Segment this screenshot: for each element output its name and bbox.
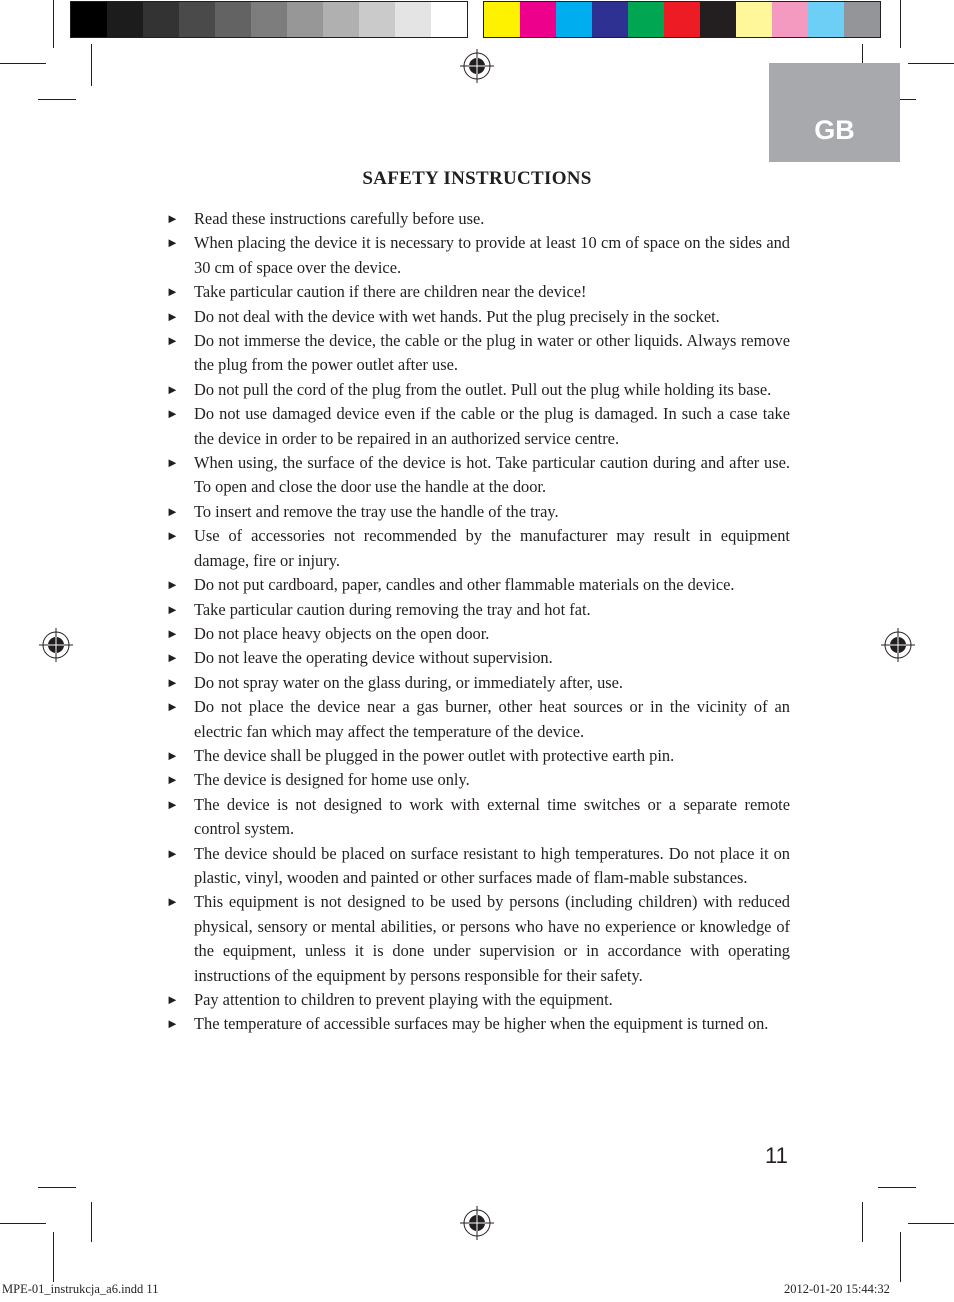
crop-mark bbox=[878, 1187, 916, 1188]
bullet-arrow-icon: ► bbox=[166, 992, 179, 1007]
bullet-arrow-icon: ► bbox=[166, 699, 179, 715]
bullet-arrow-icon: ► bbox=[166, 601, 179, 617]
list-item bbox=[162, 451, 790, 500]
bullet-arrow-icon: ► bbox=[166, 406, 179, 422]
bullet-arrow-icon: ► bbox=[166, 455, 179, 471]
color-swatch bbox=[700, 2, 736, 37]
bullet-arrow-icon: ► bbox=[166, 503, 179, 519]
list-item-text: Do not place heavy objects on the open door. bbox=[194, 623, 490, 643]
list-item-text: The temperature of accessible surfaces may be higher when the equipment is turned on. bbox=[194, 1014, 769, 1034]
color-swatch bbox=[359, 2, 395, 37]
list-item bbox=[162, 598, 790, 622]
list-item bbox=[162, 744, 790, 768]
bullet-arrow-icon: ► bbox=[166, 747, 179, 763]
list-item-text: The device is designed for home use only. bbox=[194, 770, 470, 790]
safety-instructions-list bbox=[162, 207, 790, 1037]
list-item bbox=[162, 842, 790, 891]
color-swatch bbox=[736, 2, 772, 37]
list-item-text: Do not immerse the device, the cable or the plug in water or other liquids. Always remove the plug from the power outlet after use. bbox=[194, 331, 790, 375]
list-item-text: Take particular caution during removing the tray and hot fat. bbox=[194, 599, 591, 619]
color-swatch bbox=[556, 2, 592, 37]
list-item bbox=[162, 402, 790, 451]
crop-mark bbox=[0, 63, 46, 64]
list-item bbox=[162, 280, 790, 304]
color-swatch bbox=[628, 2, 664, 37]
list-item-text: The device is not designed to work with external time switches or a separate remote control system. bbox=[194, 794, 790, 839]
color-swatch bbox=[323, 2, 359, 37]
bullet-arrow-icon: ► bbox=[166, 381, 179, 397]
list-item bbox=[162, 500, 790, 524]
bullet-arrow-icon: ► bbox=[166, 1016, 179, 1032]
list-item-text: Use of accessories not recommended by the manufacturer may result in equipment damage, fire or injury. bbox=[194, 526, 790, 570]
crop-mark bbox=[38, 1187, 76, 1188]
crop-mark bbox=[38, 99, 76, 100]
slug-timestamp: 2012-01-20 15:44:32 bbox=[784, 1282, 890, 1296]
list-item bbox=[162, 768, 790, 792]
list-item-text: To insert and remove the tray use the handle of the tray. bbox=[194, 501, 559, 521]
list-item bbox=[162, 305, 790, 329]
crop-mark bbox=[900, 0, 901, 48]
list-item-text: Do not place the device near a gas burner, other heat sources or in the vicinity of an electric fan which may affect the temperature of the device. bbox=[194, 697, 790, 741]
bullet-arrow-icon: ► bbox=[166, 625, 179, 641]
bullet-arrow-icon: ► bbox=[166, 796, 179, 812]
list-item bbox=[162, 793, 790, 842]
slug-filename: MPE-01_instrukcja_a6.indd 11 bbox=[2, 1282, 159, 1296]
list-item bbox=[162, 646, 790, 670]
bullet-arrow-icon: ► bbox=[166, 235, 179, 251]
crop-mark bbox=[908, 63, 954, 64]
list-item-text: Read these instructions carefully before use. bbox=[194, 209, 485, 228]
list-item bbox=[162, 524, 790, 573]
language-tab: GB bbox=[769, 63, 900, 162]
crop-mark bbox=[862, 1202, 863, 1242]
bullet-arrow-icon: ► bbox=[166, 894, 179, 910]
color-swatch bbox=[844, 2, 880, 37]
bullet-arrow-icon: ► bbox=[166, 650, 179, 666]
crop-mark bbox=[900, 1232, 901, 1282]
crop-mark bbox=[91, 44, 92, 86]
bullet-arrow-icon: ► bbox=[166, 674, 179, 690]
color-swatch bbox=[808, 2, 844, 37]
color-swatch bbox=[143, 2, 179, 37]
color-swatch bbox=[71, 2, 107, 37]
list-item bbox=[162, 1012, 790, 1036]
list-item bbox=[162, 988, 790, 1012]
list-item-text: Do not leave the operating device without supervision. bbox=[194, 648, 553, 668]
crop-mark bbox=[53, 1232, 54, 1282]
list-item bbox=[162, 231, 790, 280]
color-swatch bbox=[484, 2, 520, 37]
list-item-text: When placing the device it is necessary to provide at least 10 cm of space on the sides and 30 cm of space over the device. bbox=[194, 233, 790, 277]
color-swatch bbox=[215, 2, 251, 37]
bullet-arrow-icon: ► bbox=[166, 308, 179, 324]
list-item-text: Do not deal with the device with wet hands. Put the plug precisely in the socket. bbox=[194, 306, 720, 326]
list-item-text: Take particular caution if there are children near the device! bbox=[194, 282, 587, 302]
color-swatch bbox=[179, 2, 215, 37]
list-item bbox=[162, 695, 790, 744]
page-title: SAFETY INSTRUCTIONS bbox=[362, 168, 592, 189]
bullet-arrow-icon: ► bbox=[166, 772, 179, 788]
bullet-arrow-icon: ► bbox=[166, 577, 179, 593]
list-item bbox=[162, 671, 790, 695]
process-color-bar bbox=[483, 1, 881, 38]
bullet-arrow-icon: ► bbox=[166, 211, 179, 226]
list-item-text: This equipment is not designed to be used by persons (including children) with reduced physical, sensory or mental abilities, or persons who have no experience or knowledge of the equipment, unless it is done under supervision or in accordance with operating instructions of the equipment by persons responsible for their safety. bbox=[194, 892, 790, 985]
grayscale-color-bar bbox=[70, 1, 468, 38]
crop-mark bbox=[91, 1202, 92, 1242]
list-item-text: Do not use damaged device even if the cable or the plug is damaged. In such a case take the device in order to be repaired in an authorized service centre. bbox=[194, 404, 790, 448]
list-item bbox=[162, 573, 790, 597]
crop-mark bbox=[0, 1223, 46, 1224]
bullet-arrow-icon: ► bbox=[166, 333, 179, 349]
registration-mark-icon bbox=[881, 628, 915, 662]
bullet-arrow-icon: ► bbox=[166, 528, 179, 544]
crop-mark bbox=[53, 0, 54, 48]
list-item bbox=[162, 622, 790, 646]
color-swatch bbox=[251, 2, 287, 37]
registration-mark-icon bbox=[460, 49, 494, 83]
bullet-arrow-icon: ► bbox=[166, 845, 179, 861]
list-item-text: The device should be placed on surface resistant to high temperatures. Do not place it on plastic, vinyl, wooden and painted or other surfaces made of flam-mable substances. bbox=[194, 843, 790, 887]
list-item-text: The device shall be plugged in the power outlet with protective earth pin. bbox=[194, 745, 675, 765]
color-swatch bbox=[520, 2, 556, 37]
page-number: 11 bbox=[765, 1143, 788, 1168]
list-item-text: When using, the surface of the device is hot. Take particular caution during and after use. To open and close the door use the handle at the door. bbox=[194, 453, 790, 497]
color-swatch bbox=[772, 2, 808, 37]
color-swatch bbox=[107, 2, 143, 37]
list-item bbox=[162, 890, 790, 988]
color-swatch bbox=[287, 2, 323, 37]
registration-mark-icon bbox=[39, 628, 73, 662]
list-item bbox=[162, 329, 790, 378]
list-item-text: Do not put cardboard, paper, candles and other flammable materials on the device. bbox=[194, 575, 735, 595]
bullet-arrow-icon: ► bbox=[166, 284, 179, 300]
registration-mark-icon bbox=[460, 1206, 494, 1240]
list-item-text: Do not pull the cord of the plug from the outlet. Pull out the plug while holding its base. bbox=[194, 379, 772, 399]
color-swatch bbox=[664, 2, 700, 37]
list-item-text: Pay attention to children to prevent playing with the equipment. bbox=[194, 990, 613, 1009]
list-item bbox=[162, 207, 790, 231]
color-swatch bbox=[592, 2, 628, 37]
list-item bbox=[162, 378, 790, 402]
color-swatch bbox=[431, 2, 467, 37]
crop-mark bbox=[908, 1223, 954, 1224]
color-swatch bbox=[395, 2, 431, 37]
list-item-text: Do not spray water on the glass during, or immediately after, use. bbox=[194, 672, 624, 692]
